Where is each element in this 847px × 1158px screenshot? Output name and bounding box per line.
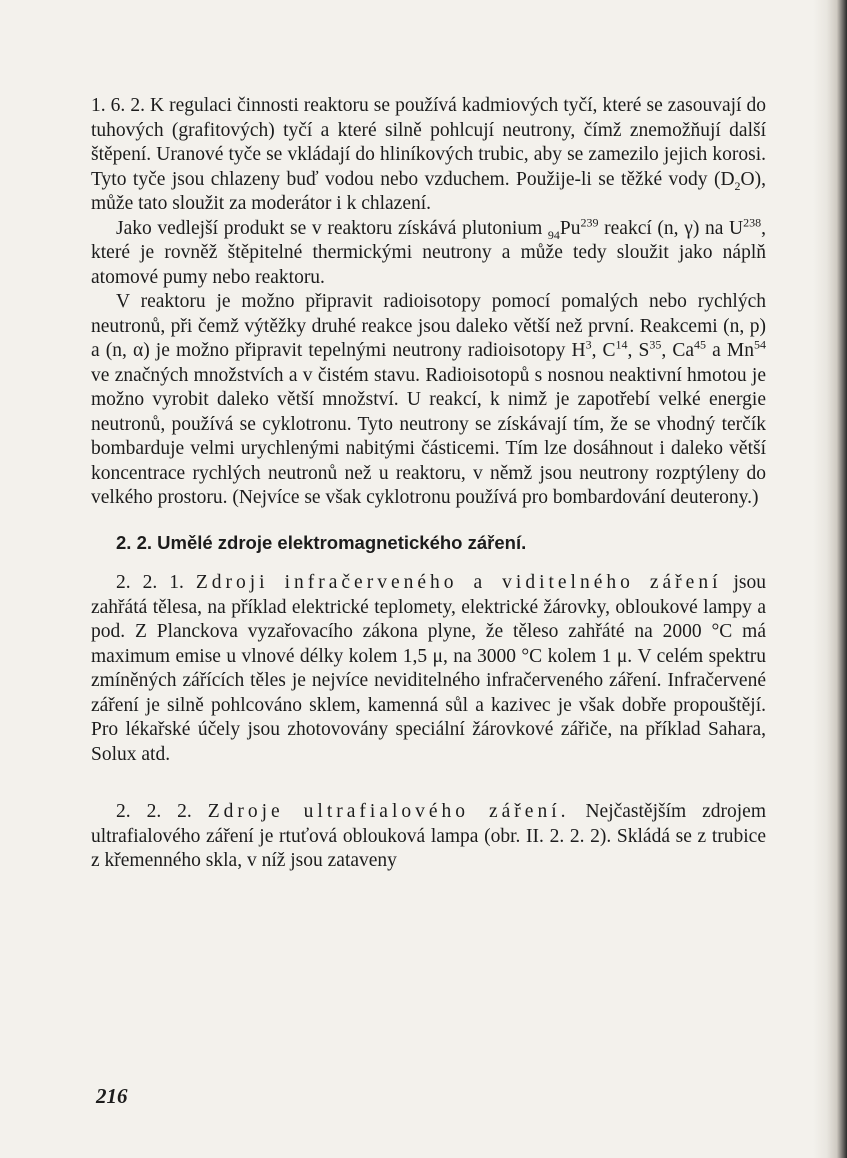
spaced-title: Zdroje ultrafialového záření. [207, 801, 570, 822]
paragraph-reactor-regulation: 1. 6. 2. K regulaci činnosti reaktoru se používá kadmiových tyčí, které se zasouvají do tuhových (grafitových) tyčí a které silně pohlcují neutrony, čímž znemožňují další štěpení. Uranové tyče se vkládají do hliníkových trubic, aby se zamezilo jejich korosi. Tyto tyče jsou chlazeny buď vodou nebo vzduchem. Použije-li se těžké vody $(D_2O)$, může tato sloužit za moderátor i k chlazení. [91, 95, 766, 214]
page-edge-shadow [813, 0, 847, 1158]
paragraph-plutonium: Jako vedlejší produkt se v reaktoru získává plutonium $_{94}Pu^{239}$ reakcí (n, γ) na $U^{238}$, které je rovněž štěpitelné thermickými neutrony a může tedy sloužit jako náplň atomové pumy nebo reaktoru. [91, 215, 766, 288]
page-body [91, 94, 766, 874]
spaced-title: Zdroji infračerveného a viditelného záření [195, 572, 722, 593]
page-number: 216 [96, 1084, 128, 1108]
section-heading: 2. 2. Umělé zdroje elektromagnetického záření. [116, 531, 527, 553]
paragraph-infrared-sources: 2. 2. 1. Zdroji infračerveného a viditelného záření jsou zahřátá tělesa, na příklad elektrické teplomety, elektrické žárovky, obloukové lampy a pod. Z Planckova vyzařovacího zákona plyne, že těleso zahřáté na 2000 °C má maximum emise u vlnové délky kolem 1,5 μ, na 3000 °C kolem 1 μ. V celém spektru zmíněných zářících těles je nejvíce neviditelného infračerveného záření. Infračervené záření je silně pohlcováno sklem, kamenná sůl a kazivec je však dobře propouštějí. Pro lékařské účely jsou zhotovovány speciální žárovkové zářiče, na příklad Sahara, Solux atd. [91, 572, 766, 765]
paragraph-radioisotopes: V reaktoru je možno připravit radioisotopy pomocí pomalých nebo rychlých neutronů, při čemž výtěžky druhé reakce jsou daleko větší než první. Reakcemi (n, p) a (n, α) je možno připravit tepelnými neutrony radioisotopy $H^3$, $C^{14}$, $S^{35}$, Ca$^{45}$ a Mn$^{54}$ ve značných množstvích a v čistém stavu. Radioisotopů s nosnou neaktivní hmotou je možno vyrobit daleko větší množství. U reakcí, k nimž je zapotřebí velké energie neutronů, používá se cyklotronu. Tyto neutrony se získávají tím, že se vhodný terčík bombarduje velmi urychlenými nabitými částicemi. Tím lze dosáhnout i daleko větší koncentrace rychlých neutronů než u reaktoru, v němž jsou neutrony rozptýleny do velkého prostoru. (Nejvíce se však cyklotronu používá pro bombardování deuterony.) [91, 291, 766, 508]
paragraph-ultraviolet-sources: 2. 2. 2. Zdroje ultrafialového záření. Nejčastějším zdrojem ultrafialového záření je rtuťová oblouková lampa (obr. II. 2. 2. 2). Skládá se z trubice z křemenného skla, v níž jsou zataveny [91, 801, 767, 871]
